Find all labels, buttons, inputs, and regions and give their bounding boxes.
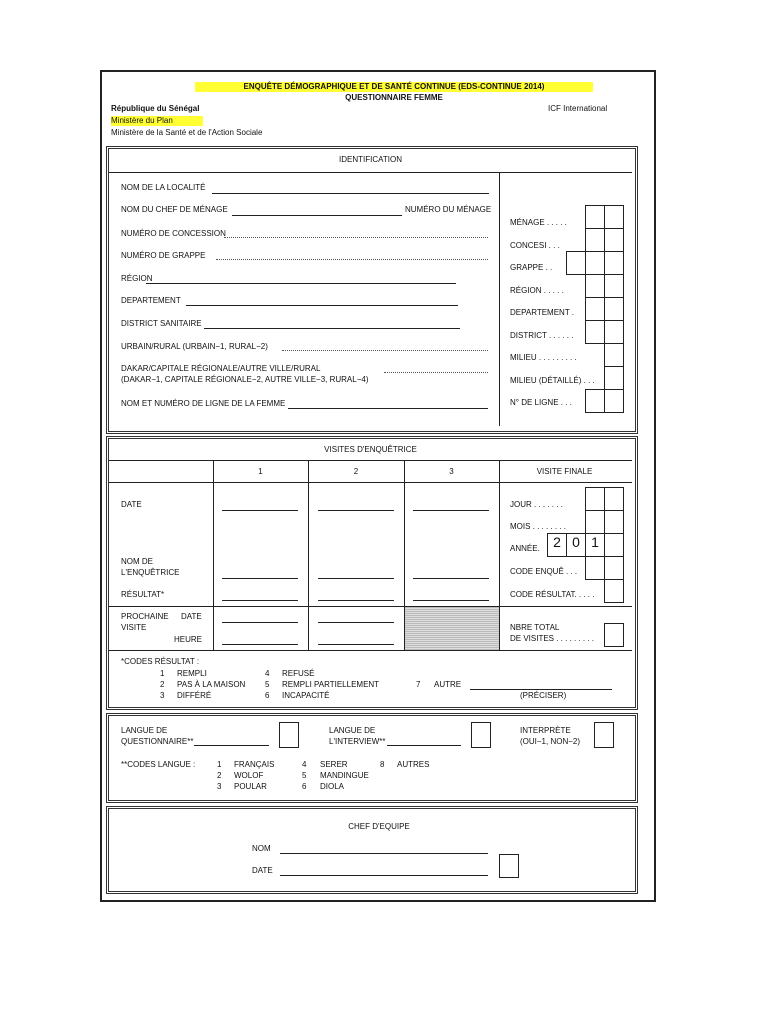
code-resultat-label: CODE RÉSULTAT. . . . . — [510, 590, 595, 599]
annee-digit: 1 — [585, 533, 605, 557]
langue-questionnaire-label: LANGUE DE — [121, 726, 168, 735]
code-box[interactable] — [585, 297, 605, 321]
code-milieu-label: MILIEU . . . . . . . . . — [510, 353, 577, 362]
nom-enqueteur-label-2: L'ENQUÊTRICE — [121, 568, 180, 577]
code-label: AUTRE — [434, 680, 462, 689]
code-box[interactable] — [585, 205, 605, 229]
region-field[interactable] — [146, 283, 456, 284]
code-milieu-detaille-label: MILIEU (DÉTAILLÉ) . . . — [510, 376, 595, 385]
preciser-label: (PRÉCISER) — [520, 691, 567, 700]
code-box[interactable] — [604, 228, 624, 252]
date-field-1[interactable] — [222, 510, 298, 511]
chef-code-box[interactable] — [499, 854, 519, 878]
org-name: ICF International — [548, 104, 608, 113]
visite-col-3: 3 — [449, 467, 454, 476]
visite-finale-header: VISITE FINALE — [536, 467, 593, 476]
jour-label: JOUR . . . . . . . — [510, 500, 563, 509]
dakar-label: DAKAR/CAPITALE RÉGIONALE/AUTRE VILLE/RURAL — [121, 364, 321, 373]
code-box[interactable] — [604, 389, 624, 413]
code-num: 2 — [217, 771, 222, 780]
code-menage-label: MÉNAGE . . . . . — [510, 218, 567, 227]
mois-box[interactable] — [604, 510, 624, 534]
interprete-box[interactable] — [594, 722, 614, 748]
chef-nom-field[interactable] — [280, 853, 488, 854]
concession-label: NUMÉRO DE CONCESSION — [121, 229, 226, 238]
nom-femme-label: NOM ET NUMÉRO DE LIGNE DE LA FEMME — [121, 399, 286, 408]
code-box[interactable] — [585, 274, 605, 298]
chef-equipe-title: CHEF D'EQUIPE — [348, 822, 410, 831]
enqueteur-field-1[interactable] — [222, 578, 298, 579]
langue-interview-label: LANGUE DE — [329, 726, 376, 735]
code-num: 4 — [265, 669, 270, 678]
code-label: INCAPACITÉ — [282, 691, 330, 700]
nom-enqueteur-label: NOM DE — [121, 557, 153, 566]
code-box[interactable] — [604, 297, 624, 321]
code-label: WOLOF — [234, 771, 264, 780]
code-departement-label: DEPARTEMENT . — [510, 308, 575, 317]
interprete-label: INTERPRÈTE — [520, 726, 571, 735]
code-label: SERER — [320, 760, 348, 769]
code-num: 6 — [302, 782, 307, 791]
code-label: DIOLA — [320, 782, 345, 791]
prochaine-heure-2[interactable] — [318, 644, 394, 645]
code-num: 2 — [160, 680, 165, 689]
code-label: REFUSÉ — [282, 669, 315, 678]
urbain-label: URBAIN/RURAL (URBAIN−1, RURAL−2) — [121, 342, 268, 351]
code-label: MANDINGUE — [320, 771, 369, 780]
resultat-field-3[interactable] — [413, 600, 489, 601]
code-label: AUTRES — [397, 760, 430, 769]
annee-label: ANNÉE. — [510, 544, 540, 553]
localite-field[interactable] — [212, 193, 489, 194]
resultat-field-2[interactable] — [318, 600, 394, 601]
code-district-label: DISTRICT . . . . . . — [510, 331, 574, 340]
nom-femme-field[interactable] — [288, 408, 488, 409]
jour-box[interactable] — [585, 487, 605, 511]
localite-label: NOM DE LA LOCALITÉ — [121, 183, 206, 192]
identification-title: IDENTIFICATION — [339, 155, 402, 164]
code-label: POULAR — [234, 782, 267, 791]
prochaine-date-label: DATE — [181, 612, 202, 621]
heure-label: HEURE — [174, 635, 203, 644]
code-box[interactable] — [585, 251, 605, 275]
code-label: REMPLI — [177, 669, 207, 678]
code-num: 3 — [160, 691, 165, 700]
visites-title: VISITES D'ENQUÊTRICE — [324, 445, 417, 454]
code-box[interactable] — [604, 366, 624, 390]
code-enqueteur-box[interactable] — [585, 556, 605, 580]
codes-langue-title: **CODES LANGUE : — [121, 760, 196, 769]
code-num: 1 — [160, 669, 165, 678]
code-enqueteur-label: CODE ENQUÊ . . . — [510, 567, 578, 576]
code-num: 6 — [265, 691, 270, 700]
chef-menage-field[interactable] — [232, 215, 402, 216]
code-num: 1 — [217, 760, 222, 769]
enqueteur-field-2[interactable] — [318, 578, 394, 579]
langue-interview-label-2: L'INTERVIEW** — [329, 737, 386, 746]
annee-digit: 2 — [547, 533, 567, 557]
code-num: 8 — [380, 760, 385, 769]
prochaine-label: PROCHAINE — [121, 612, 169, 621]
shaded-cell — [405, 607, 499, 650]
mois-box[interactable] — [585, 510, 605, 534]
code-box[interactable] — [604, 343, 624, 367]
resultat-field-1[interactable] — [222, 600, 298, 601]
nbre-visites-box[interactable] — [604, 623, 624, 647]
mois-label: MOIS . . . . . . . . — [510, 522, 567, 531]
code-num: 3 — [217, 782, 222, 791]
autre-field[interactable] — [470, 689, 612, 690]
code-num: 4 — [302, 760, 307, 769]
visite-date-label: DATE — [121, 500, 142, 509]
code-box[interactable] — [604, 320, 624, 344]
region-label: RÉGION — [121, 274, 153, 283]
enqueteur-field-3[interactable] — [413, 578, 489, 579]
district-field[interactable] — [204, 328, 460, 329]
chef-menage-label: NOM DU CHEF DE MÉNAGE — [121, 205, 228, 214]
date-field-3[interactable] — [413, 510, 489, 511]
code-concession-label: CONCESI . . . — [510, 241, 560, 250]
chef-date-field[interactable] — [280, 875, 488, 876]
country-name: République du Sénégal — [111, 104, 200, 113]
chef-date-label: DATE — [252, 866, 273, 875]
prochaine-visite-label: VISITE — [121, 623, 147, 632]
grappe-label: NUMÉRO DE GRAPPE — [121, 251, 206, 260]
district-label: DISTRICT SANITAIRE — [121, 319, 202, 328]
jour-box[interactable] — [604, 487, 624, 511]
code-ligne-label: N° DE LIGNE . . . — [510, 398, 572, 407]
chef-nom-label: NOM — [252, 844, 271, 853]
code-box[interactable] — [585, 228, 605, 252]
resultat-label: RÉSULTAT* — [121, 590, 165, 599]
prochaine-heure-1[interactable] — [222, 644, 298, 645]
code-box[interactable] — [604, 251, 624, 275]
langue-questionnaire-label-2: QUESTIONNAIRE** — [121, 737, 194, 746]
code-box[interactable] — [604, 205, 624, 229]
visite-col-2: 2 — [353, 467, 359, 476]
code-region-label: RÉGION . . . . . — [510, 286, 564, 295]
prochaine-date-2[interactable] — [318, 622, 394, 623]
ministry-plan: Ministère du Plan — [111, 116, 203, 126]
departement-field[interactable] — [186, 305, 458, 306]
numero-menage-label: NUMÉRO DU MÉNAGE — [405, 205, 492, 214]
nbre-total-label: NBRE TOTAL — [510, 623, 560, 632]
langue-questionnaire-box[interactable] — [279, 722, 299, 748]
interprete-codes: (OUI−1, NON−2) — [520, 737, 581, 746]
code-label: PAS À LA MAISON — [177, 680, 246, 689]
date-field-2[interactable] — [318, 510, 394, 511]
code-label: FRANÇAIS — [234, 760, 275, 769]
langue-interview-field[interactable] — [387, 745, 461, 746]
codes-resultat-title: *CODES RÉSULTAT : — [121, 657, 200, 666]
code-box[interactable] — [604, 274, 624, 298]
chef-equipe-section — [106, 806, 638, 894]
code-grappe-label: GRAPPE . . — [510, 263, 553, 272]
code-resultat-box[interactable] — [604, 579, 624, 603]
code-label: REMPLI PARTIELLEMENT — [282, 680, 380, 689]
survey-title: ENQUÊTE DÉMOGRAPHIQUE ET DE SANTÉ CONTINUE (EDS-CONTINUE 2014) — [195, 82, 593, 92]
annee-digit: 0 — [566, 533, 586, 557]
survey-subtitle: QUESTIONNAIRE FEMME — [345, 93, 443, 102]
code-box[interactable] — [585, 320, 605, 344]
dakar-codes: (DAKAR−1, CAPITALE RÉGIONALE−2, AUTRE VILLE−3, RURAL−4) — [121, 375, 369, 384]
ministry-health: Ministère de la Santé et de l'Action Sociale — [111, 128, 263, 137]
nbre-visites-label: DE VISITES . . . . . . . . . — [510, 634, 595, 643]
langue-interview-box[interactable] — [471, 722, 491, 748]
code-num: 5 — [302, 771, 307, 780]
departement-label: DEPARTEMENT — [121, 296, 181, 305]
langue-questionnaire-field[interactable] — [194, 745, 269, 746]
code-box[interactable] — [566, 251, 586, 275]
annee-box[interactable] — [604, 533, 624, 557]
code-box[interactable] — [585, 389, 605, 413]
code-enqueteur-box[interactable] — [604, 556, 624, 580]
prochaine-date-1[interactable] — [222, 622, 298, 623]
visite-col-1: 1 — [258, 467, 263, 476]
code-num: 7 — [416, 680, 421, 689]
code-num: 5 — [265, 680, 270, 689]
code-label: DIFFÉRÉ — [177, 691, 212, 700]
